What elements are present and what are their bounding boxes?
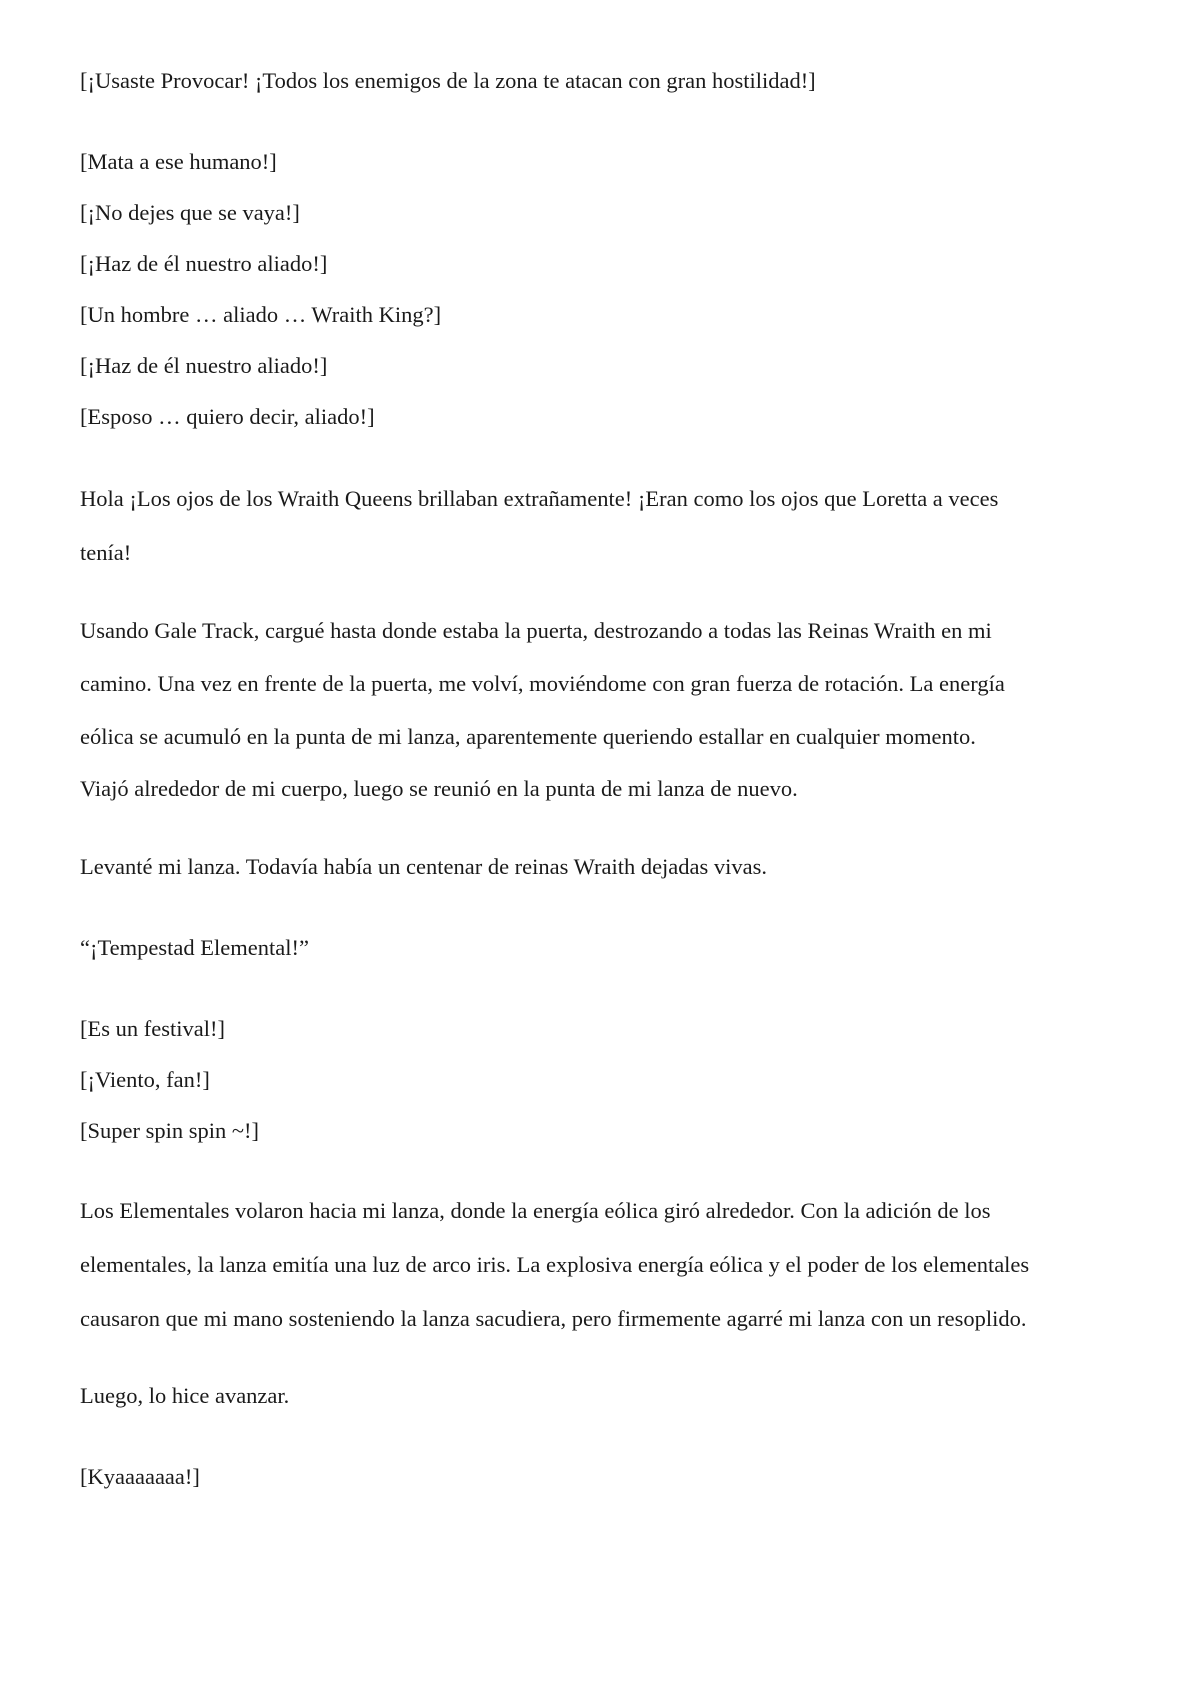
paragraph-line: Hola ¡Los ojos de los Wraith Queens brillaban extrañamente! ¡Eran como los ojos que Loretta a veces bbox=[80, 486, 999, 511]
dialogue-line: [Esposo … quiero decir, aliado!] bbox=[80, 404, 375, 429]
dialogue-line: [¡Haz de él nuestro aliado!] bbox=[80, 251, 328, 276]
dialogue-line: [Mata a ese humano!] bbox=[80, 149, 277, 174]
paragraph-line: camino. Una vez en frente de la puerta, me volví, moviéndome con gran fuerza de rotación. La energía bbox=[80, 671, 1005, 696]
dialogue-line: [Un hombre … aliado … Wraith King?] bbox=[80, 302, 442, 327]
paragraph-line: Luego, lo hice avanzar. bbox=[80, 1383, 290, 1408]
dialogue-line: [Kyaaaaaaa!] bbox=[80, 1464, 200, 1489]
dialogue-line: [Super spin spin ~!] bbox=[80, 1118, 260, 1143]
dialogue-line: [¡Haz de él nuestro aliado!] bbox=[80, 353, 328, 378]
paragraph-line: eólica se acumuló en la punta de mi lanza, aparentemente queriendo estallar en cualquier momento. bbox=[80, 724, 976, 749]
paragraph-line: Usando Gale Track, cargué hasta donde estaba la puerta, destrozando a todas las Reinas Wraith en mi bbox=[80, 618, 992, 643]
paragraph-line: Viajó alrededor de mi cuerpo, luego se reunió en la punta de mi lanza de nuevo. bbox=[80, 776, 798, 801]
dialogue-line: [¡No dejes que se vaya!] bbox=[80, 200, 300, 225]
system-message-provoke: [¡Usaste Provocar! ¡Todos los enemigos de la zona te atacan con gran hostilidad!] bbox=[80, 68, 816, 93]
paragraph-line: causaron que mi mano sosteniendo la lanza sacudiera, pero firmemente agarré mi lanza con un resoplido. bbox=[80, 1306, 1027, 1331]
paragraph-line: tenía! bbox=[80, 540, 132, 565]
paragraph-line: Levanté mi lanza. Todavía había un centenar de reinas Wraith dejadas vivas. bbox=[80, 854, 768, 879]
dialogue-line: [¡Viento, fan!] bbox=[80, 1067, 210, 1092]
dialogue-line: [Es un festival!] bbox=[80, 1016, 225, 1041]
spoken-line: “¡Tempestad Elemental!” bbox=[80, 935, 309, 960]
paragraph-line: Los Elementales volaron hacia mi lanza, donde la energía eólica giró alrededor. Con la adición de los bbox=[80, 1198, 991, 1223]
paragraph-line: elementales, la lanza emitía una luz de arco iris. La explosiva energía eólica y el poder de los elementales bbox=[80, 1252, 1030, 1277]
